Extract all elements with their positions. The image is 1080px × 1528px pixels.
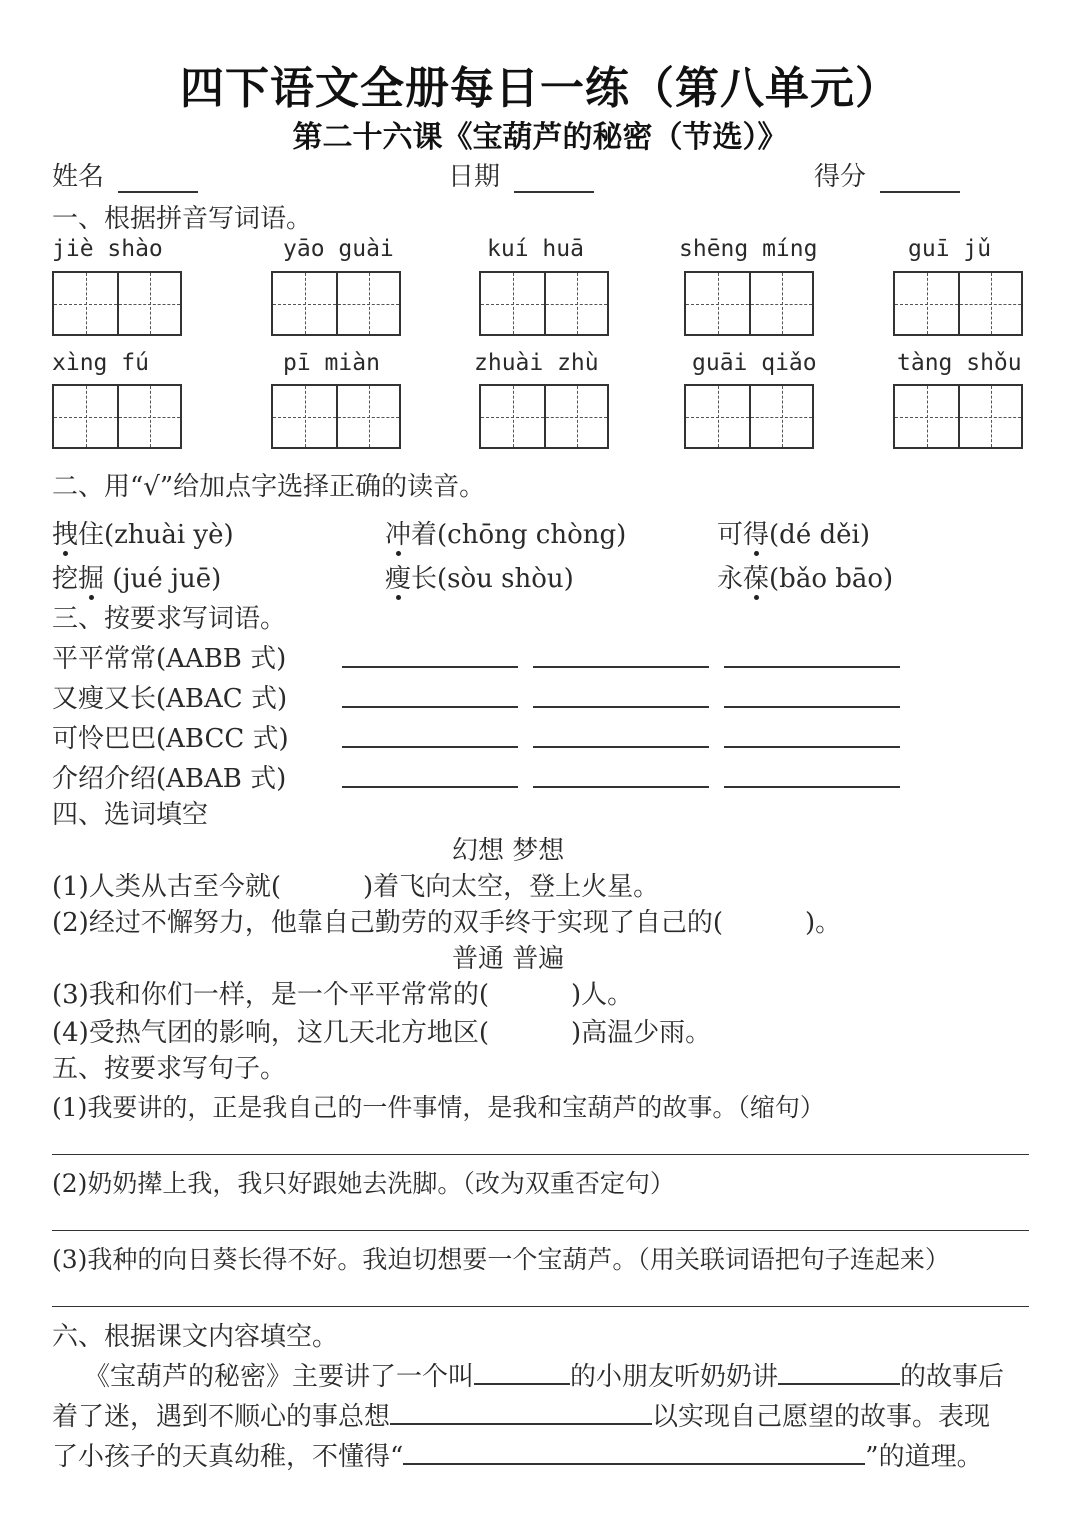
writing-grid[interactable] — [893, 384, 1023, 449]
summary-line: 着了迷，遇到不顺心的事总想 以实现自己愿望的故事。表现 — [52, 1396, 990, 1433]
answer-line[interactable] — [533, 666, 709, 668]
answer-line[interactable] — [724, 706, 900, 708]
answer-line[interactable] — [342, 706, 518, 708]
answer-line[interactable] — [342, 746, 518, 748]
section6-heading: 六、根据课文内容填空。 — [52, 1322, 339, 1352]
answer-line[interactable] — [533, 786, 709, 788]
reading-choice[interactable]: 可得(dé děi) — [717, 520, 870, 550]
score-field — [814, 156, 960, 193]
sentence-question: (3)我种的向日葵长得不好。我迫切想要一个宝葫芦。（用关联词语把句子连起来） — [52, 1245, 950, 1274]
writing-grid[interactable] — [52, 384, 182, 449]
reading-choice[interactable]: 冲着(chōng chòng) — [385, 520, 627, 550]
section3-heading: 三、按要求写词语。 — [52, 604, 287, 634]
dotted-char: 拽 — [52, 520, 79, 550]
fill-question: (1)人类从古至今就( )着飞向太空，登上火星。 — [52, 872, 660, 902]
answer-line[interactable] — [52, 1230, 1029, 1231]
sentence-question: (1)我要讲的，正是我自己的一件事情，是我和宝葫芦的故事。（缩句） — [52, 1093, 825, 1122]
name-label: 姓名 — [52, 162, 105, 192]
section5-heading: 五、按要求写句子。 — [52, 1054, 287, 1084]
answer-line[interactable] — [724, 746, 900, 748]
word-pattern-label: 平平常常(AABB 式) — [52, 644, 287, 674]
answer-blank[interactable] — [403, 1437, 865, 1465]
pinyin-label: pī miàn — [283, 350, 380, 376]
section1-heading: 一、根据拼音写词语。 — [52, 204, 313, 234]
pinyin-label: yāo guài — [283, 236, 394, 262]
pinyin-label: jiè shào — [52, 236, 163, 262]
pinyin-label: guī jǔ — [908, 236, 992, 262]
word-choices: 幻想 梦想 — [452, 836, 565, 866]
answer-blank[interactable] — [390, 1397, 652, 1425]
writing-grid[interactable] — [479, 384, 609, 449]
reading-choice[interactable]: 挖掘 (jué juē) — [52, 564, 222, 594]
pinyin-label: kuí huā — [487, 236, 584, 262]
answer-line[interactable] — [724, 666, 900, 668]
date-label: 日期 — [448, 162, 501, 192]
writing-grid[interactable] — [271, 384, 401, 449]
dotted-char: 葆 — [743, 564, 770, 594]
answer-line[interactable] — [342, 666, 518, 668]
fill-question: (3)我和你们一样，是一个平平常常的( )人。 — [52, 980, 634, 1010]
date-blank[interactable] — [514, 169, 594, 193]
pinyin-label: xìng fú — [52, 350, 149, 376]
word-pattern-label: 介绍介绍(ABAB 式) — [52, 764, 287, 794]
summary-line: 《宝葫芦的秘密》主要讲了一个叫 的小朋友听奶奶讲 的故事后 — [84, 1356, 1004, 1393]
date-field — [448, 156, 594, 193]
dotted-char: 瘦 — [385, 564, 412, 594]
word-pattern-label: 又瘦又长(ABAC 式) — [52, 684, 288, 714]
reading-choice[interactable]: 永葆(bǎo bāo) — [717, 564, 894, 594]
reading-choice[interactable]: 拽住(zhuài yè) — [52, 520, 234, 550]
writing-grid[interactable] — [271, 271, 401, 336]
page-title: 四下语文全册每日一练（第八单元） — [180, 63, 900, 114]
dotted-char: 冲 — [385, 520, 412, 550]
dotted-char: 掘 — [78, 564, 105, 594]
word-choices: 普通 普遍 — [452, 944, 565, 974]
answer-line[interactable] — [52, 1154, 1029, 1155]
answer-line[interactable] — [52, 1306, 1029, 1307]
score-label: 得分 — [814, 162, 867, 192]
answer-blank[interactable] — [778, 1357, 900, 1385]
pinyin-label: guāi qiǎo — [692, 350, 817, 376]
section4-heading: 四、选词填空 — [52, 800, 209, 830]
pinyin-label: zhuài zhù — [474, 350, 599, 376]
word-pattern-label: 可怜巴巴(ABCC 式) — [52, 724, 289, 754]
writing-grid[interactable] — [52, 271, 182, 336]
writing-grid[interactable] — [684, 271, 814, 336]
lesson-subtitle: 第二十六课《宝葫芦的秘密（节选）》 — [292, 120, 788, 155]
answer-line[interactable] — [533, 706, 709, 708]
writing-grid[interactable] — [684, 384, 814, 449]
writing-grid[interactable] — [893, 271, 1023, 336]
score-blank[interactable] — [880, 169, 960, 193]
section2-heading: 二、用“√”给加点字选择正确的读音。 — [52, 472, 486, 502]
answer-line[interactable] — [724, 786, 900, 788]
name-field — [52, 156, 198, 193]
answer-line[interactable] — [342, 786, 518, 788]
pinyin-label: shēng míng — [679, 236, 818, 262]
summary-line: 了小孩子的天真幼稚，不懂得“ ”的道理。 — [52, 1436, 983, 1473]
fill-question: (2)经过不懈努力，他靠自己勤劳的双手终于实现了自己的( )。 — [52, 908, 842, 938]
answer-line[interactable] — [533, 746, 709, 748]
name-blank[interactable] — [118, 169, 198, 193]
answer-blank[interactable] — [474, 1357, 570, 1385]
dotted-char: 得 — [743, 520, 770, 550]
reading-choice[interactable]: 瘦长(sòu shòu) — [385, 564, 574, 594]
writing-grid[interactable] — [479, 271, 609, 336]
fill-question: (4)受热气团的影响，这几天北方地区( )高温少雨。 — [52, 1018, 712, 1048]
sentence-question: (2)奶奶撵上我，我只好跟她去洗脚。（改为双重否定句） — [52, 1169, 675, 1198]
pinyin-label: tàng shǒu — [897, 350, 1022, 376]
